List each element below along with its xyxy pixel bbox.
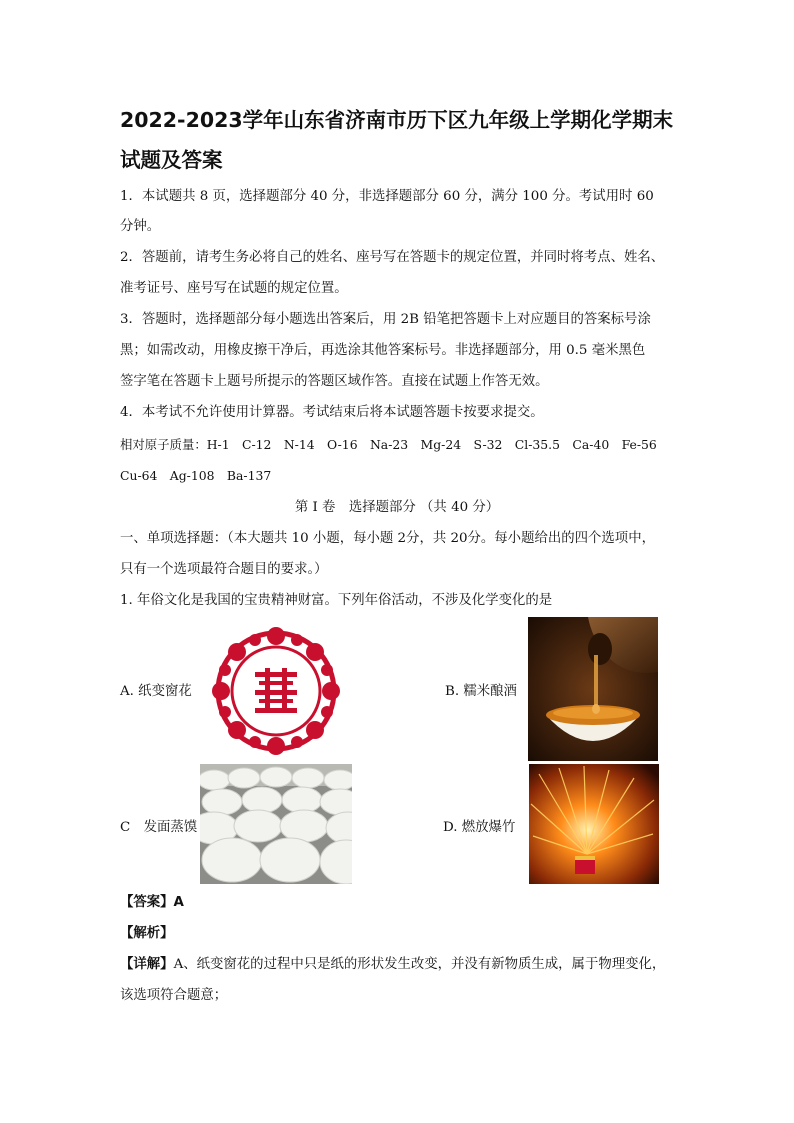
firecracker-svg	[529, 764, 659, 884]
rice-wine-svg	[528, 617, 658, 761]
section-title: 第 Ⅰ 卷 选择题部分 （共 40 分）	[294, 500, 500, 515]
steamed-buns-icon	[200, 764, 352, 884]
instruction-line: 准考证号、座号写在试题的规定位置。	[120, 281, 348, 296]
part1-heading-line-2: 只有一个选项最符合题目的要求。）	[120, 562, 328, 577]
answer-line: 【答案】A	[120, 895, 184, 910]
firecracker-icon	[529, 764, 659, 884]
rice-wine-icon	[528, 617, 658, 761]
paper-cut-icon	[203, 624, 349, 758]
question-1-text: 1. 年俗文化是我国的宝贵精神财富。下列年俗活动，不涉及化学变化的是	[120, 593, 553, 608]
instruction-line: 2．答题前，请考生务必将自己的姓名、座号写在答题卡的规定位置，并同时将考点、姓名、	[120, 250, 665, 265]
part1-heading-line-1: 一、单项选择题：（本大题共 10 小题，每小题 2分，共 20分。每小题给出的四个选项中，	[120, 531, 655, 546]
instruction-line: 4．本考试不允许使用计算器。考试结束后将本试题答题卡按要求提交。	[120, 405, 544, 420]
document-title-line-2: 试题及答案	[120, 148, 223, 172]
instruction-line: 分钟。	[120, 219, 161, 234]
atomic-mass-line-1: 相对原子质量：H-1 C-12 N-14 O-16 Na-23 Mg-24 S-32 Cl-35.5 Ca-40 Fe-56	[120, 437, 657, 452]
document-title-line-1: 2022-2023学年山东省济南市历下区九年级上学期化学期末	[120, 108, 674, 132]
instruction-line: 黑；如需改动，用橡皮擦干净后，再选涂其他答案标号。非选择题部分，用 0.5 毫米黑色	[120, 343, 646, 358]
option-d-label: D. 燃放爆竹	[443, 820, 516, 835]
detail-text: A、纸变窗花的过程中只是纸的形状发生改变，并没有新物质生成，属于物理变化，	[173, 957, 666, 972]
paper-cut-svg	[203, 624, 349, 758]
steamed-buns-svg	[200, 764, 352, 884]
analysis-label: 【解析】	[120, 926, 174, 941]
instruction-line: 3．答题时，选择题部分每小题选出答案后，用 2B 铅笔把答题卡上对应题目的答案标号涂	[120, 312, 651, 327]
instruction-line: 1．本试题共 8 页，选择题部分 40 分，非选择题部分 60 分，满分 100 分。考试用时 60	[120, 189, 654, 204]
instruction-line: 签字笔在答题卡上题号所提示的答题区域作答。直接在试题上作答无效。	[120, 374, 549, 389]
detail-line-2: 该选项符合题意；	[120, 988, 228, 1003]
atomic-mass-line-2: Cu-64 Ag-108 Ba-137	[120, 468, 272, 483]
detail-label: 【详解】	[120, 957, 174, 972]
option-a-label: A. 纸变窗花	[120, 684, 192, 699]
option-c-label: C 发面蒸馍	[120, 820, 198, 835]
detail-line-1	[120, 955, 665, 975]
option-b-label: B. 糯米酿酒	[445, 684, 517, 699]
